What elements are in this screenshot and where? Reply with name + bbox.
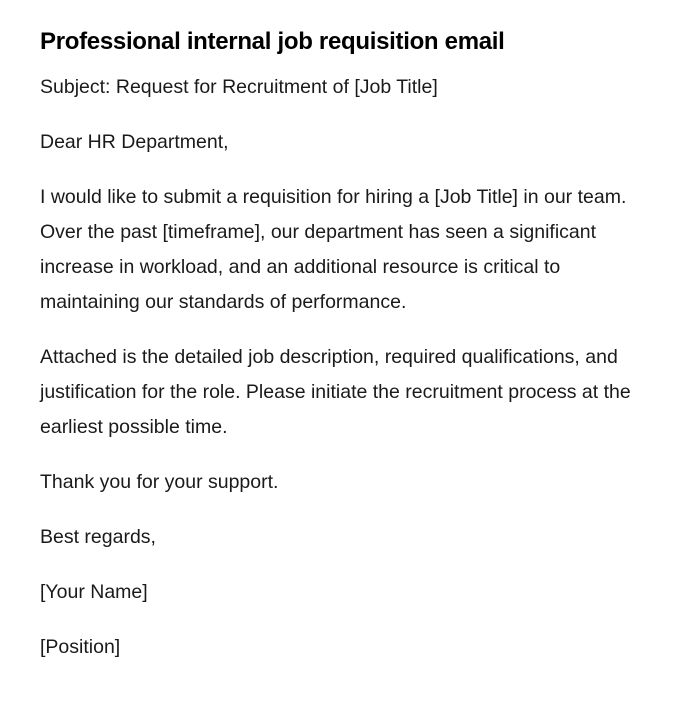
sender-position: [Position] bbox=[40, 636, 121, 658]
email-closing: Best regards, bbox=[40, 526, 156, 548]
email-document bbox=[40, 0, 660, 665]
sender-name: [Your Name] bbox=[40, 581, 148, 603]
email-greeting: Dear HR Department, bbox=[40, 131, 229, 153]
email-body-paragraph-1: I would like to submit a requisition for hiring a [Job Title] in our team. Over the past [timeframe], our department has seen a significant increase in workload, and an additional resource is critical to maintaining our standards of performance. bbox=[40, 186, 627, 313]
email-body-paragraph-2: Attached is the detailed job description, required qualifications, and justification for the role. Please initiate the recruitment process at the earliest possible time. bbox=[40, 346, 631, 438]
email-subject: Subject: Request for Recruitment of [Job Title] bbox=[40, 76, 438, 98]
email-thanks: Thank you for your support. bbox=[40, 471, 279, 493]
document-title: Professional internal job requisition email bbox=[40, 28, 505, 55]
